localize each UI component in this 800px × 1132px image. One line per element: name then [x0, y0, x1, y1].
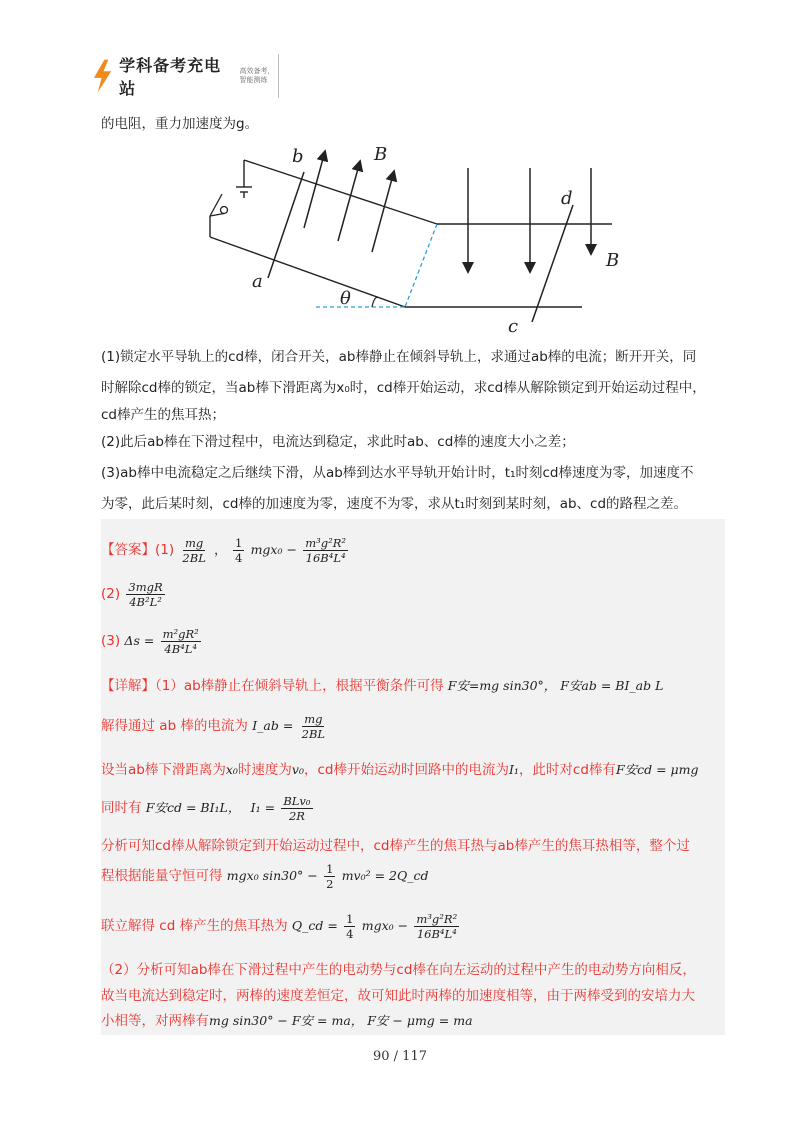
lightning-bolt-icon [92, 59, 113, 93]
answer-1: 【答案】(1) $\frac{mg}{2BL}$ ， $\frac{1}{4}$ mgx₀ − $\frac{\text{m³g²R²}}{\text{16B⁴L⁴}}$ [101, 535, 346, 565]
page-number: 90 / 117 [373, 1049, 427, 1064]
question-1-line-2: 时解除cd棒的锁定，当ab棒下滑距离为x₀时，cd棒开始运动，求cd棒从解除锁定到开始运动过程中， [101, 380, 706, 396]
detail-7-line-2: 故当电流达到稳定时，两棒的速度差恒定，故可知此时两棒的加速度相等，由于两棒受到的安培力大 [101, 988, 695, 1004]
inclined-rails [210, 160, 437, 307]
battery-symbol [236, 187, 252, 198]
label-a: a [252, 271, 263, 292]
label-b: b [292, 146, 304, 167]
site-header [92, 54, 279, 98]
question-3-line-1: (3)ab棒中电流稳定之后继续下滑，从ab棒到达水平导轨开始计时，t₁时刻cd棒速度为零，加速度不 [101, 465, 694, 481]
detail-4: 同时有 F安cd = BI₁L， I₁ = $\frac{\text{BLv₀}}{2R}$ [101, 793, 311, 823]
switch-symbol [210, 194, 228, 216]
detail-5-line-1: 分析可知cd棒从解除锁定到开始运动过程中，cd棒产生的焦耳热与ab棒产生的焦耳热相等，整个过 [101, 838, 690, 854]
detail-3: 设当ab棒下滑距离为x₀时速度为v₀，cd棒开始运动时回路中的电流为I₁，此时对cd棒有F安cd = μmg [101, 762, 699, 778]
rail-diagram [200, 140, 630, 340]
brand-slogan: 高效备考，智能测练 [239, 67, 275, 84]
detail-6: 联立解得 cd 棒产生的焦耳热为 Q_cd = $\frac{1}{4}$ mgx₀ − $\frac{\text{m³g²R²}}{\text{16B⁴L⁴}}$ [101, 911, 458, 941]
detail-7-line-3: 小相等，对两棒有mg sin30° − F安 = ma， F安 − μmg = ma [101, 1013, 473, 1029]
detail-1: 【详解】（1）ab棒静止在倾斜导轨上，根据平衡条件可得 F安=mg sin30°， F安ab = BI_ab L [101, 678, 664, 694]
label-B-incline: B [374, 144, 388, 165]
detail-2: 解得通过 ab 棒的电流为 I_ab = $\frac{mg}{2BL}$ [101, 711, 326, 741]
field-arrows-up [304, 155, 393, 252]
intro-line: 的电阻，重力加速度为g。 [101, 116, 259, 132]
question-1-line-3: cd棒产生的焦耳热； [101, 407, 225, 423]
detail-5-line-2: 程根据能量守恒可得 mgx₀ sin30° − $\frac{1}{2}$ mv₀² = 2Q_cd [101, 861, 429, 891]
label-B-horizontal: B [606, 250, 620, 271]
answer-3: (3) Δs = $\frac{\text{m²gR²}}{\text{4B⁴L⁴}}$ [101, 626, 199, 656]
rod-ab [268, 172, 304, 278]
brand-name: 学科备考充电站 [119, 56, 222, 98]
question-3-line-2: 为零，此后某时刻，cd棒的加速度为零，速度不为零，求从t₁时刻到某时刻，ab、cd的路程之差。 [101, 496, 688, 512]
label-d: d [561, 188, 573, 209]
question-1-line-1: (1)锁定水平导轨上的cd棒，闭合开关，ab棒静止在倾斜导轨上，求通过ab棒的电流；断开开关，同 [101, 349, 697, 365]
detail-7-line-1: （2）分析可知ab棒在下滑过程中产生的电动势与cd棒在向左运动的过程中产生的电动势方向相反， [101, 962, 696, 978]
horizontal-rails [405, 224, 612, 307]
question-2: (2)此后ab棒在下滑过程中，电流达到稳定，求此时ab、cd棒的速度大小之差； [101, 434, 575, 450]
theta-arc [372, 297, 378, 307]
rod-cd [532, 205, 573, 322]
label-theta: θ [340, 288, 351, 309]
answer-2: (2) $\frac{\text{3mgR}}{\text{4B²L²}}$ [101, 579, 163, 609]
field-arrows-down [468, 168, 591, 268]
label-c: c [508, 316, 519, 337]
